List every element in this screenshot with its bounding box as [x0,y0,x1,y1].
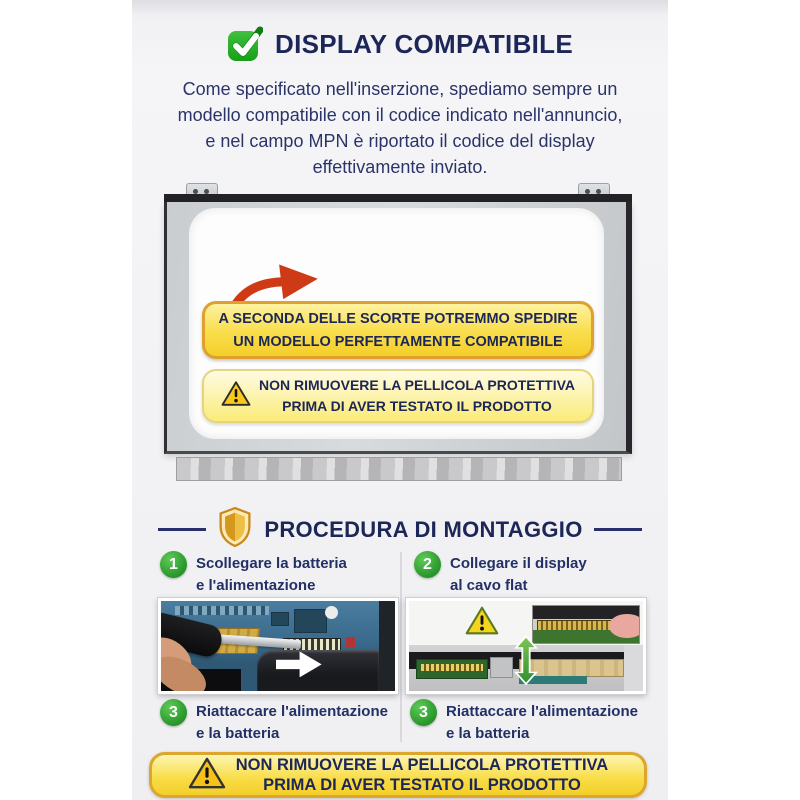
film-warning-sticker [202,369,594,423]
step-2-badge: 2 [414,551,441,578]
banner-text: NON RIMUOVERE LA PELLICOLA PROTETTIVA PRIMA DI AVER TESTATO IL PRODOTTO [235,756,609,794]
bottom-warning-banner [149,752,647,798]
step2-photo [406,598,646,694]
step-3-text: Riattaccare l'alimentazione e la batteria [196,703,388,742]
step1-photo [158,598,398,694]
panel-foil-strip [176,457,622,481]
procedure-title: PROCEDURA DI MONTAGGIO [264,516,583,542]
intro-line: e nel campo MPN è riportato il codice del display [205,131,595,151]
intro-line: modello compatibile con il codice indicato nell'annuncio, [177,105,623,125]
stock-sticker-line: UN MODELLO PERFETTAMENTE COMPATIBILE [233,334,563,350]
connector-closeup [532,605,639,644]
procedure-header [132,506,668,553]
step-3-text: Riattaccare l'alimentazione e la batteria [446,703,638,742]
step-1 [160,551,347,597]
green-checkmark-icon [227,26,263,62]
step-3-right [410,699,638,745]
shield-icon [217,506,253,553]
intro-line: Come specificato nell'inserzione, spediamo sempre un [182,79,618,99]
battery [257,650,379,691]
heading-rule-right [594,528,642,531]
step-1-text: Scollegare la batteria e l'alimentazione [196,555,347,594]
panel-top-bar [164,194,632,202]
display-connector [416,659,488,679]
warning-triangle-icon [188,756,226,795]
step-3-left [160,699,388,745]
film-sticker-text: NON RIMUOVERE LA PELLICOLA PROTETTIVA PRIMA DI AVER TESTATO IL PRODOTTO [258,377,576,414]
intro-line: effettivamente inviato. [312,157,488,177]
step-1-badge: 1 [160,551,187,578]
intro-text [132,76,668,180]
lcd-panel-image [164,183,632,477]
warning-triangle-icon [221,380,251,413]
header [132,26,668,62]
content-column [132,0,668,800]
step-3-badge: 3 [160,699,187,726]
stock-sticker-line: A SECONDA DELLE SCORTE POTREMMO SPEDIRE [218,311,578,327]
heading-rule-left [158,528,206,531]
stock-sticker [202,301,594,359]
page-title: DISPLAY COMPATIBILE [275,28,573,59]
step-2-text: Collegare il display al cavo flat [450,555,587,594]
step-2 [414,551,587,597]
warning-triangle-icon [465,605,499,641]
step-3-badge: 3 [410,699,437,726]
green-double-arrow-icon [514,635,538,685]
column-divider [400,552,402,742]
